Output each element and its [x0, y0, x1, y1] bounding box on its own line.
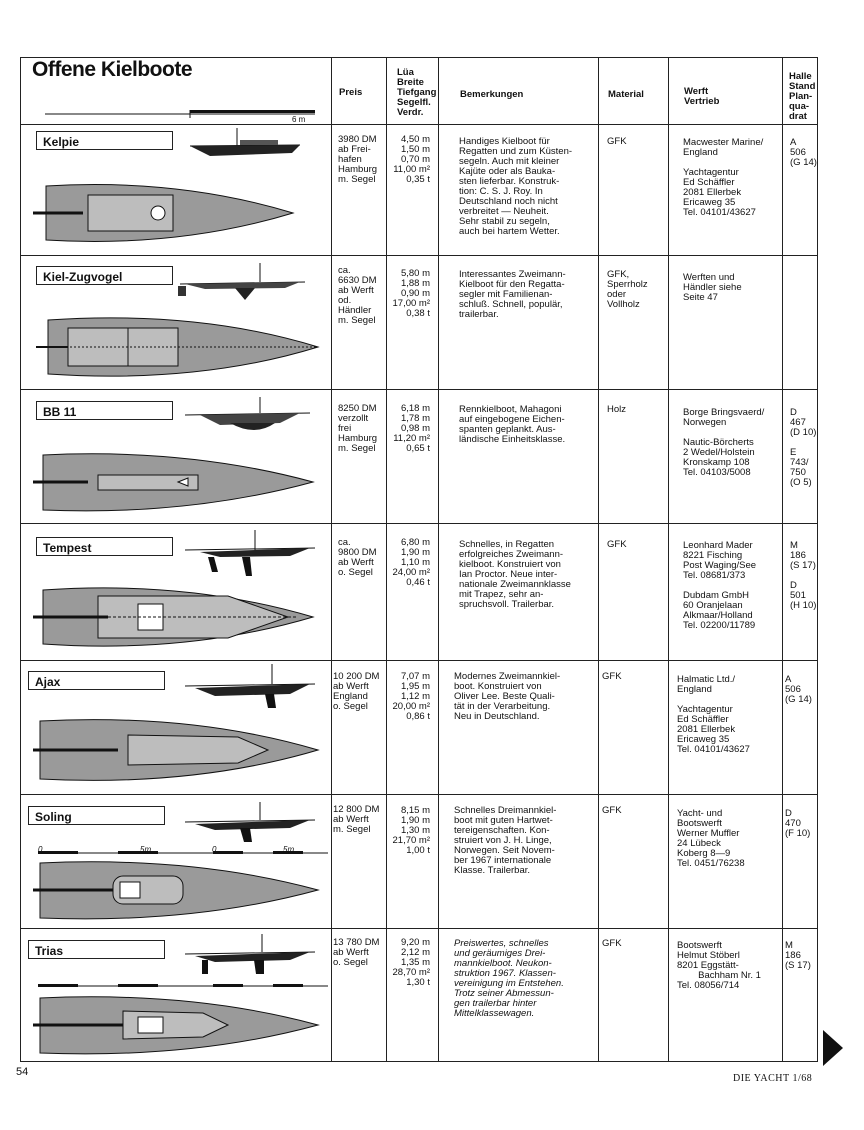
boat-name-label: Soling	[28, 806, 165, 825]
row-divider	[20, 794, 818, 795]
tempest-side-view	[180, 528, 320, 578]
boat-name-label: Ajax	[28, 671, 165, 690]
remarks: Preiswertes, schnelles und geräumiges Drei- mannkielboot. Neukon- struktion 1967. Klassen- vereinigung im Entstehen. Trotz seiner Abmessun- gen trailerbar hinter Mittelklassewagen.	[454, 938, 564, 1019]
column-divider	[782, 57, 783, 1062]
header-material: Material	[608, 89, 644, 100]
page-title: Offene Kielboote	[32, 58, 193, 81]
column-divider	[438, 57, 439, 1062]
header-halle: Halle Stand Plan- qua- drat	[789, 71, 816, 122]
row-divider	[20, 255, 818, 256]
boat-name-label: Kiel-Zugvogel	[36, 266, 173, 285]
boat-name-label: BB 11	[36, 401, 173, 420]
material: GFK, Sperrholz oder Vollholz	[607, 269, 648, 310]
ajax-deck-plan	[28, 715, 328, 785]
hall-stand: M 186 (S 17)	[785, 940, 811, 971]
remarks: Schnelles, in Regatten erfolgreiches Zweimann- kielboot. Konstruiert von Ian Proctor. Neue inter- nationale Zweimannklasse mit Trapez, sehr an- spruchsvoll. Trailerbar.	[459, 539, 571, 610]
scale-label: 6 m	[292, 115, 306, 124]
remarks: Rennkielboot, Mahagoni auf eingebogene Eichen- spanten geplankt. Aus- ländische Einheitsklasse.	[459, 404, 566, 445]
scale-mark: 5m	[140, 845, 152, 854]
dimensions: 4,50 m 1,50 m 0,70 m 11,00 m² 0,35 t	[393, 134, 430, 185]
header-divider	[20, 124, 818, 125]
header-masse: Lüa Breite Tiefgang Segelfl. Verdr.	[397, 67, 437, 118]
dimensions: 7,07 m 1,95 m 1,12 m 20,00 m² 0,86 t	[392, 671, 430, 722]
scale-mark: 5m	[283, 845, 295, 854]
header-bemerkungen: Bemerkungen	[460, 89, 524, 100]
shipyard: Macwester Marine/ England Yachtagentur Ed Schäffler 2081 Ellerbek Ericaweg 35 Tel. 04101/43627	[683, 137, 764, 218]
scale-bar	[45, 110, 315, 118]
material: Holz	[607, 404, 627, 415]
material: GFK	[607, 539, 627, 550]
shipyard: Werften und Händler siehe Seite 47	[683, 272, 742, 303]
remarks: Interessantes Zweimann- Kielboot für den Regatta- segler mit Familienan- schluß. Schnell, populär, trailerbar.	[459, 269, 566, 320]
zugvogel-deck-plan	[28, 312, 328, 382]
trias-deck-plan	[28, 993, 328, 1058]
column-divider	[598, 57, 599, 1062]
shipyard: Borge Bringsvaerd/ Norwegen Nautic-Börcherts 2 Wedel/Holstein Kronskamp 108 Tel. 04103/5008	[683, 407, 765, 478]
price: ca. 6630 DM ab Werft od. Händler m. Segel	[338, 265, 377, 326]
material: GFK	[602, 671, 622, 682]
tempest-deck-plan	[28, 582, 328, 652]
dimensions: 5,80 m 1,88 m 0,90 m 17,00 m² 0,38 t	[392, 268, 430, 319]
trias-side-view	[180, 932, 320, 977]
magazine-footer: DIE YACHT 1/68	[733, 1073, 813, 1084]
boat-name-label: Kelpie	[36, 131, 173, 150]
trias-scale-bar	[38, 978, 328, 992]
bb11-side-view	[180, 395, 315, 440]
hall-stand: A 506 (G 14)	[785, 674, 812, 705]
bb11-deck-plan	[28, 450, 328, 515]
hall-stand: D 470 (F 10)	[785, 808, 811, 839]
material: GFK	[602, 938, 622, 949]
shipyard: Halmatic Ltd./ England Yachtagentur Ed Schäffler 2081 Ellerbek Ericaweg 35 Tel. 04101/43627	[677, 674, 750, 755]
price: ca. 9800 DM ab Werft o. Segel	[338, 537, 377, 578]
scale-mark: 0	[212, 845, 217, 854]
row-divider	[20, 523, 818, 524]
shipyard: Bootswerft Helmut Stöberl 8201 Eggstätt- Bachham Nr. 1 Tel. 08056/714	[677, 940, 761, 991]
remarks: Handiges Kielboot für Regatten und zum Küsten- segeln. Auch mit kleiner Kajüte oder als Bauka- sten lieferbar. Konstruk- tion: C. S. J. Roy. In Deutschland noch nicht verbreitet — Neuheit. Sehr stabil zu segeln, auch bei hartem Wetter.	[459, 136, 573, 237]
dimensions: 8,15 m 1,90 m 1,30 m 21,70 m² 1,00 t	[392, 805, 430, 856]
kelpie-deck-plan	[28, 178, 323, 248]
price: 3980 DM ab Frei- hafen Hamburg m. Segel	[338, 134, 378, 185]
remarks: Modernes Zweimannkiel- boot. Konstruiert von Oliver Lee. Beste Quali- tät in der Verarbeitung. Neu in Deutschland.	[454, 671, 561, 722]
scale-mark: 0	[38, 845, 43, 854]
row-divider	[20, 660, 818, 661]
page-number: 54	[16, 1066, 29, 1078]
row-divider	[20, 389, 818, 390]
material: GFK	[607, 136, 627, 147]
hall-stand: M 186 (S 17) D 501 (H 10)	[790, 540, 817, 611]
boat-name-label: Tempest	[36, 537, 173, 556]
dimensions: 9,20 m 2,12 m 1,35 m 28,70 m² 1,30 t	[392, 937, 430, 988]
ajax-side-view	[180, 662, 320, 710]
soling-side-view	[180, 800, 320, 845]
price: 12 800 DM ab Werft m. Segel	[333, 804, 380, 835]
price: 13 780 DM ab Werft o. Segel	[333, 937, 380, 968]
row-divider	[20, 928, 818, 929]
header-preis: Preis	[339, 87, 363, 98]
zugvogel-side-view	[175, 260, 315, 305]
column-divider	[668, 57, 669, 1062]
remarks: Schnelles Dreimannkiel- boot mit guten Hartwet- tereigenschaften. Kon- struiert von J. H. Linge, Norwegen. Seit Novem- ber 1967 internationale Klasse. Trailerbar.	[454, 805, 557, 876]
shipyard: Leonhard Mader 8221 Fisching Post Waging/See Tel. 08681/373 Dubdam GmbH 60 Oranjelaan Alkmaar/Holland Tel. 02200/11789	[683, 540, 757, 631]
column-divider	[331, 57, 332, 1062]
shipyard: Yacht- und Bootswerft Werner Muffler 24 Lübeck Koberg 8—9 Tel. 0451/76238	[677, 808, 745, 869]
column-divider	[386, 57, 387, 1062]
soling-deck-plan	[28, 858, 328, 923]
hall-stand: A 506 (G 14)	[790, 137, 817, 168]
kelpie-side-view	[180, 126, 310, 166]
boat-name-label: Trias	[28, 940, 165, 959]
hall-stand: D 467 (D 10) E 743/ 750 (O 5)	[790, 407, 817, 488]
price: 8250 DM verzollt frei Hamburg m. Segel	[338, 403, 378, 454]
header-werft: Werft Vertrieb	[684, 86, 720, 107]
price: 10 200 DM ab Werft England o. Segel	[333, 671, 380, 712]
material: GFK	[602, 805, 622, 816]
dimensions: 6,80 m 1,90 m 1,10 m 24,00 m² 0,46 t	[392, 537, 430, 588]
dimensions: 6,18 m 1,78 m 0,98 m 11,20 m² 0,65 t	[393, 403, 430, 454]
next-page-arrow-icon[interactable]	[823, 1030, 843, 1066]
